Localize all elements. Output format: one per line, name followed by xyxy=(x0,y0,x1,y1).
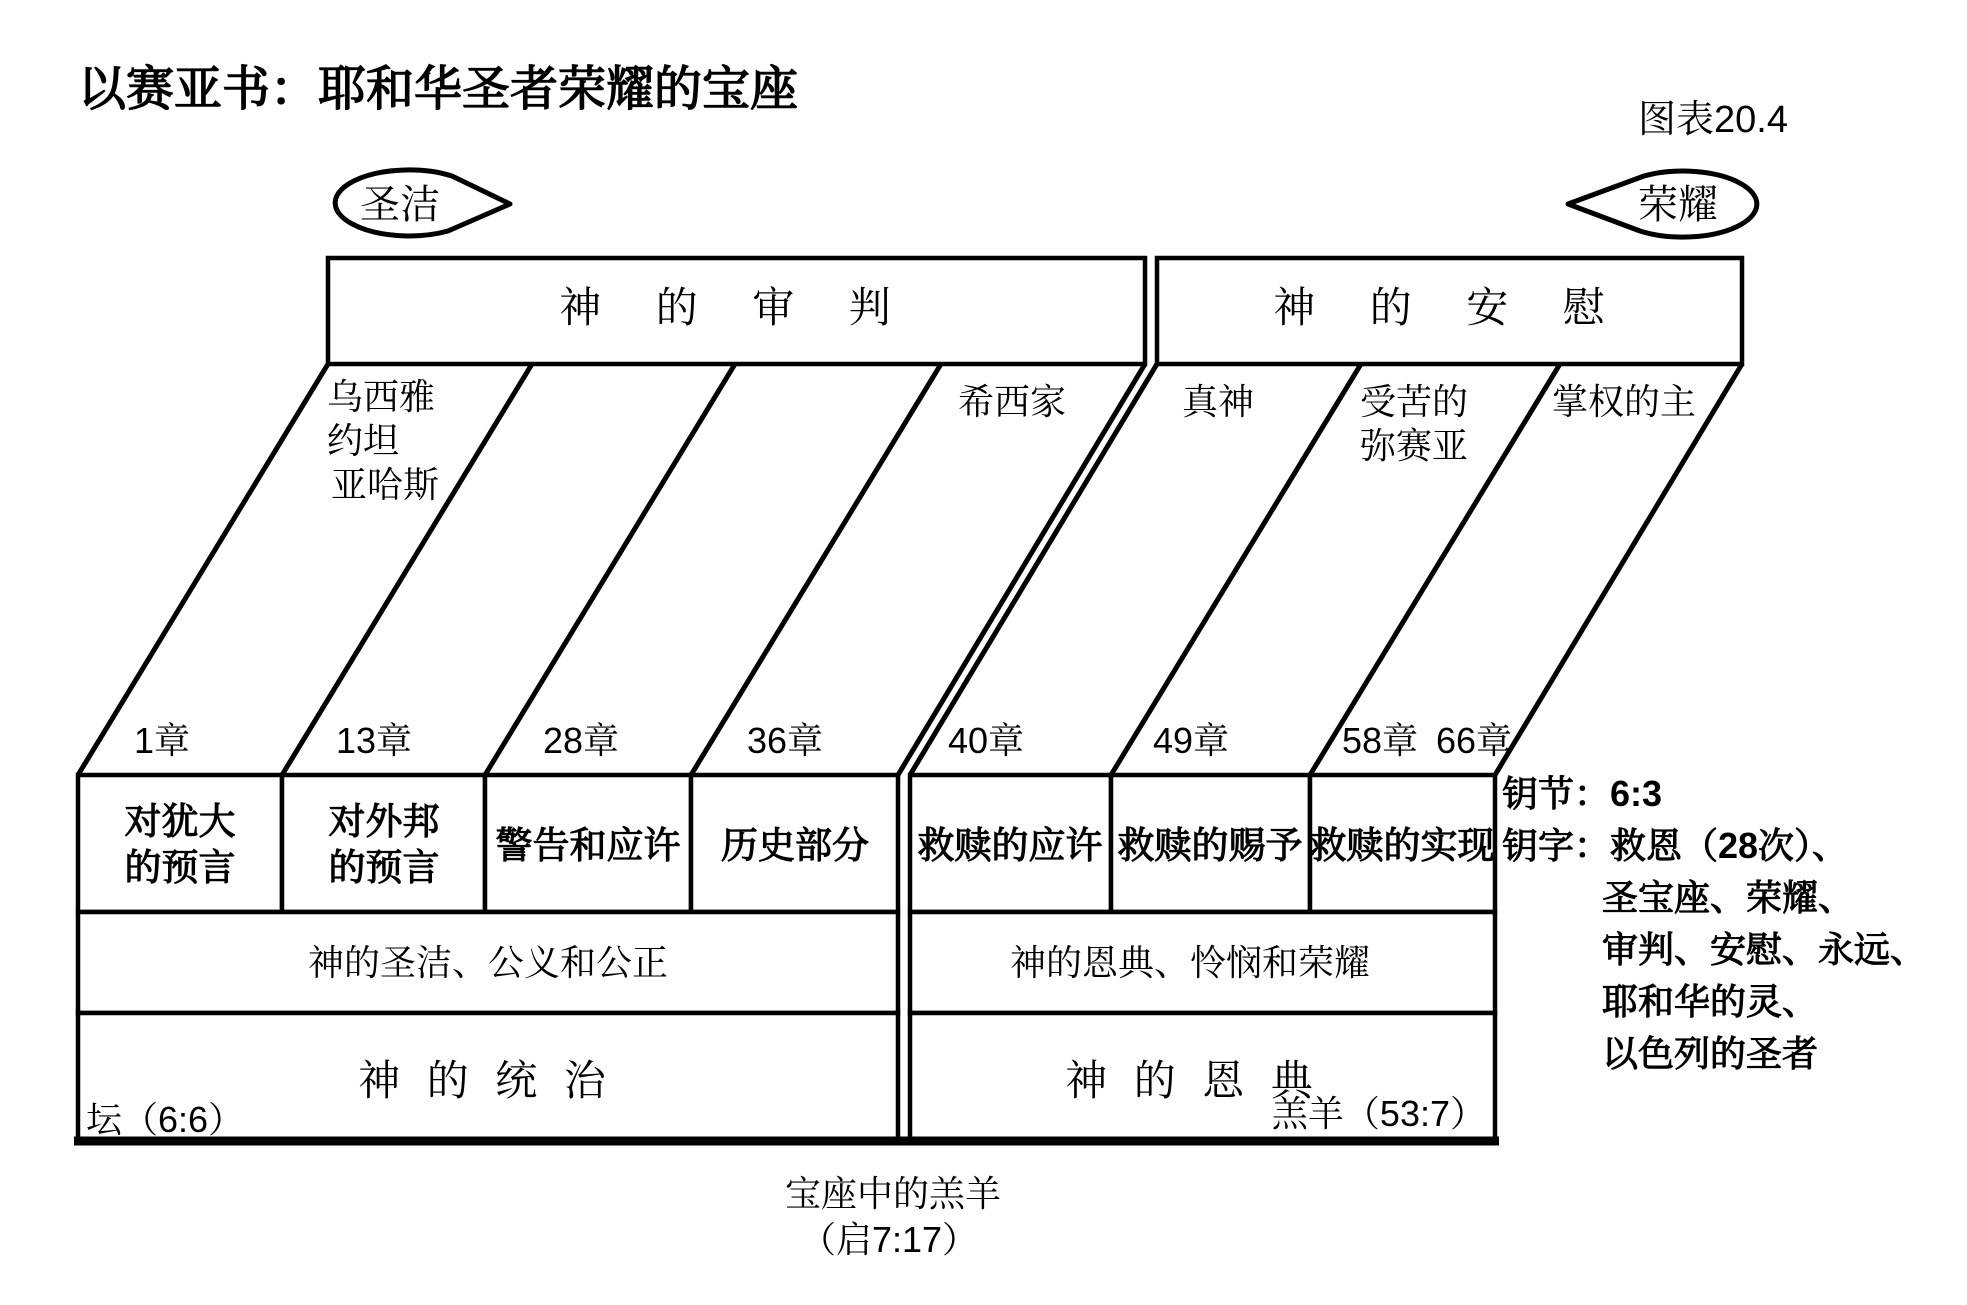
key-words-line3: 审判、安慰、永远、 xyxy=(1602,929,1927,970)
section-promise-label: 救赎的应许 xyxy=(917,825,1103,866)
section-box-gentiles xyxy=(282,775,485,912)
section-history-label: 历史部分 xyxy=(721,825,869,866)
grace-band-label: 神 的 恩 典 xyxy=(1065,1059,1321,1105)
chapter-40: 40章 xyxy=(948,720,1025,761)
key-words-line5: 以色列的圣者 xyxy=(1602,1033,1819,1074)
chapter-36: 36章 xyxy=(747,720,824,761)
chapter-28: 28章 xyxy=(543,720,620,761)
era-kings-line1: 乌西雅 xyxy=(327,377,436,417)
bottom-bands xyxy=(74,1013,1499,1141)
chart-number-label: 图表20.4 xyxy=(1638,99,1788,141)
section-gentiles-line2: 的预言 xyxy=(328,847,440,888)
glory-label: 荣耀 xyxy=(1638,182,1718,227)
diagonal-left-edge xyxy=(78,364,328,775)
era-hezekiah: 希西家 xyxy=(958,382,1067,422)
section-boxes xyxy=(78,775,1495,912)
key-verse-label: 钥节：6:3 xyxy=(1502,773,1663,814)
throne-caption xyxy=(785,1173,1001,1260)
diagonal-6 xyxy=(1111,364,1361,775)
chapter-13: 13章 xyxy=(336,720,413,761)
era-labels xyxy=(327,377,1696,505)
caption-line2: （启7:17） xyxy=(799,1219,979,1260)
judgment-band-label: 神 的 审 判 xyxy=(559,286,913,332)
chapter-1: 1章 xyxy=(134,720,191,761)
diagonal-4 xyxy=(691,364,941,775)
comfort-band-label: 神 的 安 慰 xyxy=(1273,286,1627,332)
theme-right-label: 神的恩典、怜悯和荣耀 xyxy=(1009,943,1371,983)
diagonal-center-a xyxy=(898,364,1145,775)
diagonal-3 xyxy=(485,364,735,775)
chapter-49: 49章 xyxy=(1153,720,1230,761)
rule-band-label: 神 的 统 治 xyxy=(358,1059,614,1105)
key-notes xyxy=(1502,773,1926,1074)
key-words-line2: 圣宝座、荣耀、 xyxy=(1602,877,1855,918)
chapter-labels xyxy=(134,720,1512,761)
era-suffering-messiah-line1: 受苦的 xyxy=(1360,382,1469,422)
callout-glory xyxy=(1568,171,1757,237)
theme-row xyxy=(78,912,1495,1013)
era-suffering-messiah-line2: 弥赛亚 xyxy=(1360,426,1469,466)
lamb-annotation: 羔羊（53:7） xyxy=(1271,1093,1486,1134)
page-title: 以赛亚书：耶和华圣者荣耀的宝座 xyxy=(78,63,799,116)
diagonal-right-edge xyxy=(1495,364,1742,775)
key-words-line4: 耶和华的灵、 xyxy=(1602,981,1819,1022)
caption-line1: 宝座中的羔羊 xyxy=(784,1173,1002,1214)
top-bands xyxy=(328,258,1742,364)
era-reigning-lord: 掌权的主 xyxy=(1552,382,1697,422)
section-gentiles-line1: 对外邦 xyxy=(328,801,440,842)
section-judah-line1: 对犹大 xyxy=(124,801,236,842)
section-realization-label: 救赎的实现 xyxy=(1309,825,1495,866)
key-words-line1: 钥字：救恩（28次）、 xyxy=(1502,825,1849,866)
section-judah-line2: 的预言 xyxy=(124,847,236,888)
altar-annotation: 坛（6:6） xyxy=(86,1099,245,1140)
diagonal-2 xyxy=(282,364,532,775)
era-kings-line3: 亚哈斯 xyxy=(331,465,440,505)
section-provision-label: 救赎的赐予 xyxy=(1117,825,1303,866)
holiness-label: 圣洁 xyxy=(360,182,440,227)
section-warnings-label: 警告和应许 xyxy=(495,825,681,866)
diagonal-center-b xyxy=(910,364,1157,775)
era-true-god: 真神 xyxy=(1182,382,1255,422)
chapter-66: 66章 xyxy=(1436,720,1513,761)
theme-left-label: 神的圣洁、公义和公正 xyxy=(307,943,669,983)
callout-holiness xyxy=(335,170,510,236)
era-kings-line2: 约坦 xyxy=(327,421,400,461)
section-box-judah xyxy=(78,775,282,912)
chapter-58: 58章 xyxy=(1342,720,1419,761)
